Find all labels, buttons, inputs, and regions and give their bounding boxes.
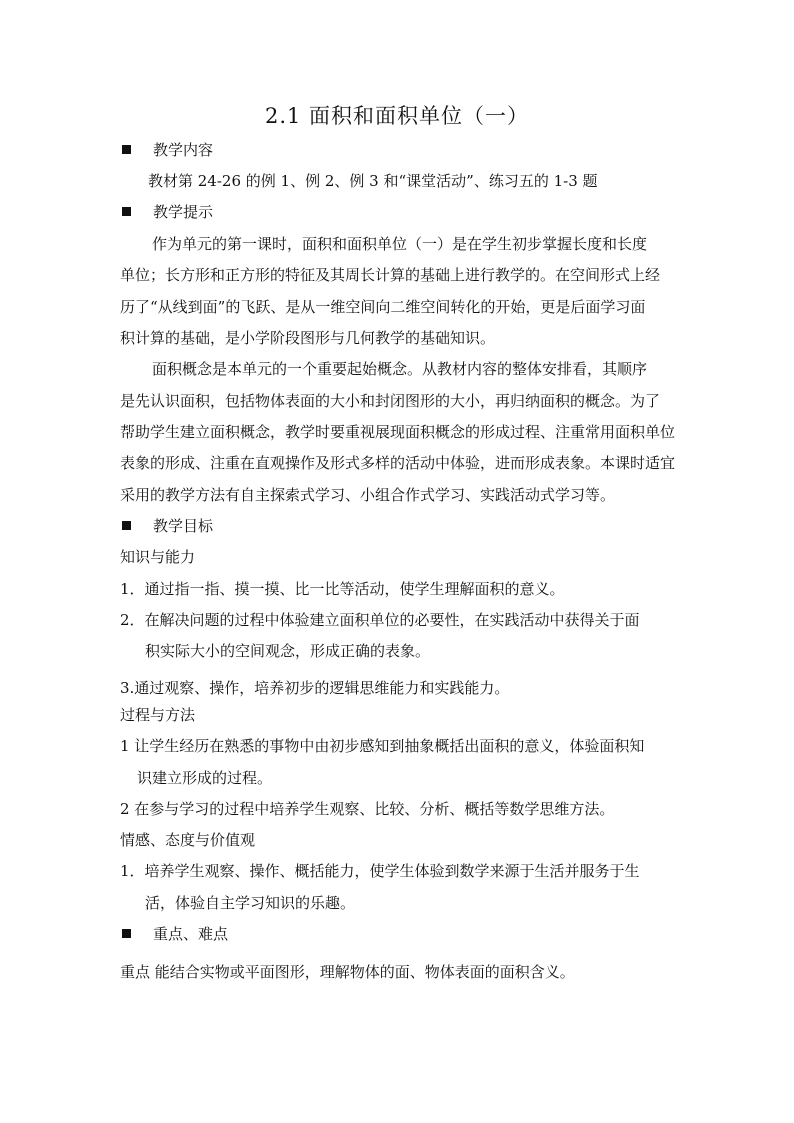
list-item: 1．培养学生观察、操作、概括能力，使学生体验到数学来源于生活并服务于生 (120, 862, 640, 880)
list-item: 1．通过指一指、摸一摸、比一比等活动，使学生理解面积的意义。 (120, 580, 565, 598)
heading-text: 教学提示 (153, 203, 214, 221)
list-item-continued: 活，体验自主学习知识的乐趣。 (145, 894, 356, 912)
heading-text: 教学内容 (153, 141, 214, 159)
list-item: 2 在参与学习的过程中培养学生观察、比较、分析、概括等数学思维方法。 (120, 800, 615, 818)
heading-text: 重点、难点 (153, 925, 229, 943)
paragraph-line: 历了“从线到面”的飞跃、是从一维空间向二维空间转化的开始，更是后面学习面 (120, 298, 646, 316)
bullet-square-icon (122, 521, 131, 530)
heading-text: 教学目标 (153, 517, 214, 535)
list-item: 3.通过观察、操作，培养初步的逻辑思维能力和实践能力。 (120, 679, 510, 697)
list-item-continued: 识建立形成的过程。 (137, 769, 273, 787)
paragraph-line: 帮助学生建立面积概念，教学时要重视展现面积概念的形成过程、注重常用面积单位 (120, 423, 676, 441)
paragraph-line: 积计算的基础，是小学阶段图形与几何教学的基础知识。 (120, 329, 496, 347)
list-item: 1 让学生经历在熟悉的事物中由初步感知到抽象概括出面积的意义，体验面积知 (120, 737, 645, 755)
subheading-process: 过程与方法 (120, 706, 196, 724)
paragraph-line: 是先认识面积，包括物体表面的大小和封闭图形的大小，再归纳面积的概念。为了 (120, 392, 661, 410)
bullet-square-icon (122, 929, 131, 938)
section-heading-key (120, 923, 680, 944)
paragraph-line: 单位；长方形和正方形的特征及其周长计算的基础上进行教学的。在空间形式上经 (120, 266, 661, 284)
section-heading-goals (120, 515, 680, 536)
paragraph-line: 表象的形成、注重在直观操作及形式多样的活动中体验，进而形成表象。本课时适宜 (120, 454, 676, 472)
bullet-square-icon (122, 207, 131, 216)
paragraph-line: 作为单元的第一课时，面积和面积单位（一）是在学生初步掌握长度和长度 (152, 235, 648, 253)
content-text: 教材第 24-26 的例 1、例 2、例 3 和“课堂活动”、练习五的 1-3 题 (148, 172, 598, 190)
list-item: 2．在解决问题的过程中体验建立面积单位的必要性，在实践活动中获得关于面 (120, 611, 640, 629)
bullet-square-icon (122, 145, 131, 154)
list-item-continued: 积实际大小的空间观念，形成正确的表象。 (145, 642, 431, 660)
subheading-emotion: 情感、态度与价值观 (120, 831, 256, 849)
subheading-knowledge: 知识与能力 (120, 548, 196, 566)
key-point-text: 重点 能结合实物或平面图形，理解物体的面、物体表面的面积含义。 (120, 963, 575, 981)
page-title: 2.1 面积和面积单位（一） (264, 104, 530, 128)
paragraph-line: 面积概念是本单元的一个重要起始概念。从教材内容的整体安排看，其顺序 (152, 360, 648, 378)
paragraph-line: 采用的教学方法有自主探索式学习、小组合作式学习、实践活动式学习等。 (120, 486, 616, 504)
section-heading-content (120, 139, 680, 160)
section-heading-hint (120, 201, 680, 222)
